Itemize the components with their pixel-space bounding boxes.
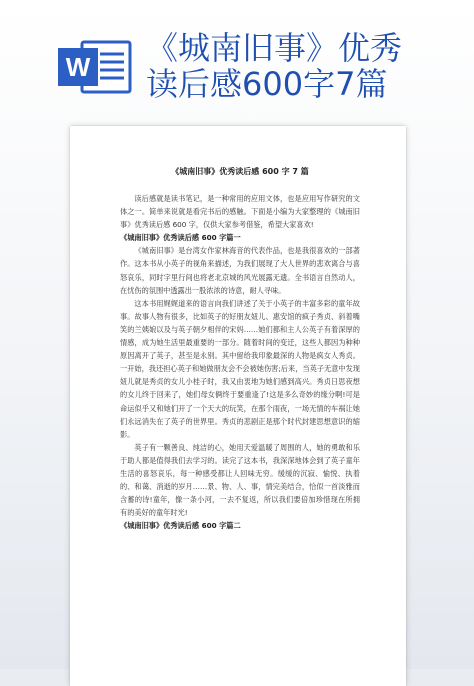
banner-title-line-1: 《城南旧事》优秀 [146, 29, 403, 67]
section1-paragraph-1: 《城南旧事》是台湾女作家林海音的代表作品，也是我很喜欢的一部著作。这本书从小英子的视角来描述，为我们展现了大人世界的悲欢离合与喜怒哀乐，同时字里行间也将老北京城的风光展露无遗。全书语言自然动人，在忧伤的氛围中透露出一股浓浓的诗意，耐人寻味。 [120, 246, 360, 295]
document-title: 《城南旧事》优秀读后感 600 字 7 篇 [171, 167, 309, 176]
document-page [70, 126, 406, 686]
section-heading-1: 《城南旧事》优秀读后感 600 字篇一 [120, 233, 241, 243]
banner-title-line-2: 读后感600字7篇 [146, 65, 388, 103]
section1-paragraph-3: 英子有一颗善良、纯洁的心，她用天爱温暖了周围的人，她的勇敢和乐于助人都是值得我们去学习的。读完了这本书，我深深地体会到了英子童年生活的喜怒哀乐，每一种感受都让人回味无穷。缓缓的沉寂、愉悦、执着的、和蔼、消逝的岁月……景、物、人、事，情完美结合，恰似一首淡雅而含蓄的诗!童年，像一条小河，一去不复返，所以我们要倍加珍惜现在所拥有的美好的童年时光! [120, 442, 360, 518]
word-document-icon [56, 38, 134, 96]
banner-header [0, 0, 474, 118]
document-body [120, 166, 360, 532]
word-icon-letter: W [65, 52, 91, 82]
intro-paragraph: 读后感就是读书笔记，是一种常用的应用文体，也是应用写作研究的文体之一。简单来说就是看完书后的感触。下面是小编为大家整理的《城南旧事》优秀读后感 600 字，仅供大家参考借鉴，希望大家喜欢! [120, 194, 360, 230]
section-heading-2: 《城南旧事》优秀读后感 600 字篇二 [120, 521, 241, 531]
section1-paragraph-2: 这本书用娓娓道来的语言向我们讲述了关于小英子的丰富多彩的童年故事。故事人物有很多，比如英子的好朋友妞儿、惠安馆的疯子秀贞、斜着嘴笑的兰姨娘以及与英子朝夕相伴的宋妈……她们都和主人公英子有着深厚的情感，成为她生活里最重要的一部分。随着时间的变迁，这些人都因为种种原因离开了英子，甚至是永别。其中留给我印象最深的人物是疯女人秀贞。一开始，我还担心英子和她做朋友会不会被她伤害;后来，当英子无意中发现妞儿就是秀贞的女儿小桂子时，我又由衷地为她们感到高兴。秀贞日思夜想的女儿终于回来了，她们母女俩终于要重逢了!这是多么奇妙的缘分啊!可是命运似乎又和她们开了一个天大的玩笑，在那个雨夜，一场无情的车祸让她们永远消失在了英子的世界里。秀贞的悲剧正是那个时代封建思想意识的缩影。 [120, 298, 360, 439]
